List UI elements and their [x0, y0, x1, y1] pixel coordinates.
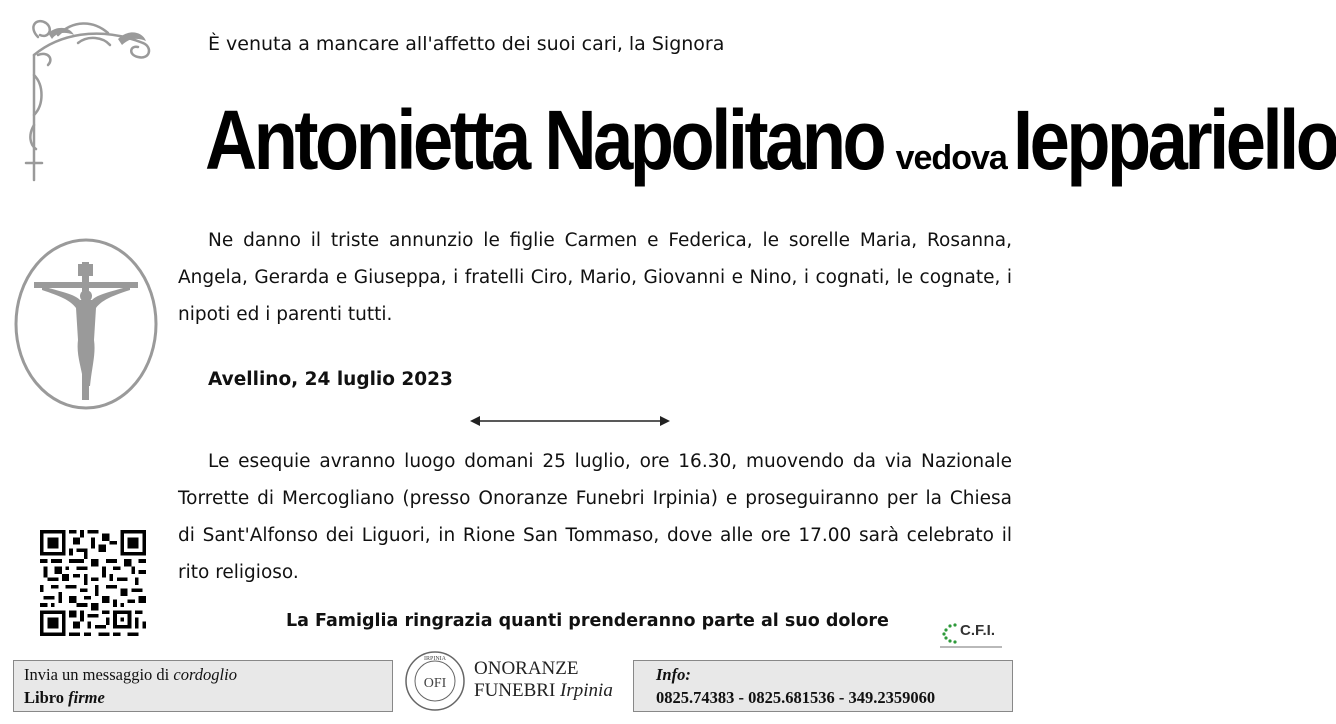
brand-line2-prefix: FUNEBRI: [474, 680, 556, 701]
guestbook-link-emphasis: firme: [68, 688, 105, 707]
crucifix-icon: [12, 236, 160, 412]
brand-line2: [474, 680, 613, 702]
brand-line1: ONORANZE: [474, 658, 579, 679]
funeral-home-seal-icon: [404, 650, 466, 712]
condolence-link-emphasis: cordoglio: [173, 665, 237, 684]
seal-top-text: IRPINIA: [424, 656, 446, 662]
place-date: Avellino, 24 luglio 2023: [208, 369, 453, 390]
brand-line2-emphasis: Irpinia: [560, 680, 613, 701]
funeral-home-brand: [404, 650, 634, 716]
deceased-name: Antonietta Napolitano: [205, 93, 884, 187]
condolence-link-prefix: Invia un messaggio di: [24, 665, 170, 684]
seal-letters: OFI: [423, 676, 447, 691]
qr-code-icon[interactable]: [35, 530, 151, 636]
cfi-logo-text: C.F.I.: [960, 622, 996, 639]
announcement-paragraph: [178, 222, 1012, 333]
double-arrow-icon: [470, 414, 670, 428]
guestbook-link-prefix: Libro: [24, 688, 65, 707]
intro-text: È venuta a mancare all'affetto dei suoi cari, la Signora: [208, 33, 725, 55]
deceased-name-line: [205, 92, 1336, 189]
info-label: Info:: [656, 665, 691, 684]
cfi-logo: [940, 620, 1002, 650]
guestbook-link[interactable]: [24, 688, 105, 708]
info-box: [633, 660, 1013, 712]
thanks-text: La Famiglia ringrazia quanti prenderanno parte al suo dolore: [286, 611, 889, 631]
condolence-link[interactable]: [24, 665, 237, 685]
funeral-text: Le esequie avranno luogo domani 25 luglio, ore 16.30, muovendo da via Nazionale Torrette di Mercogliano (presso Onoranze Funebri Irpinia) e proseguiranno per la Chiesa di Sant'Alfonso dei Liguori, in Rione San Tommaso, dove alle ore 17.00 sarà celebrato il rito religioso.: [178, 451, 1012, 583]
condolence-box[interactable]: [13, 660, 393, 712]
announcement-text: Ne danno il triste annunzio le figlie Carmen e Federica, le sorelle Maria, Rosanna, Angela, Gerarda e Giuseppa, i fratelli Ciro, Mario, Giovanni e Nino, i cognati, le cognate, i nipoti ed i parenti tutti.: [178, 230, 1012, 325]
funeral-paragraph: [178, 443, 1012, 591]
deceased-joiner: vedova: [895, 139, 1007, 177]
corner-flourish-cross-icon: [18, 15, 158, 190]
deceased-married-name: Ieppariello: [1012, 93, 1336, 187]
info-phones[interactable]: 0825.74383 - 0825.681536 - 349.2359060: [656, 688, 936, 707]
